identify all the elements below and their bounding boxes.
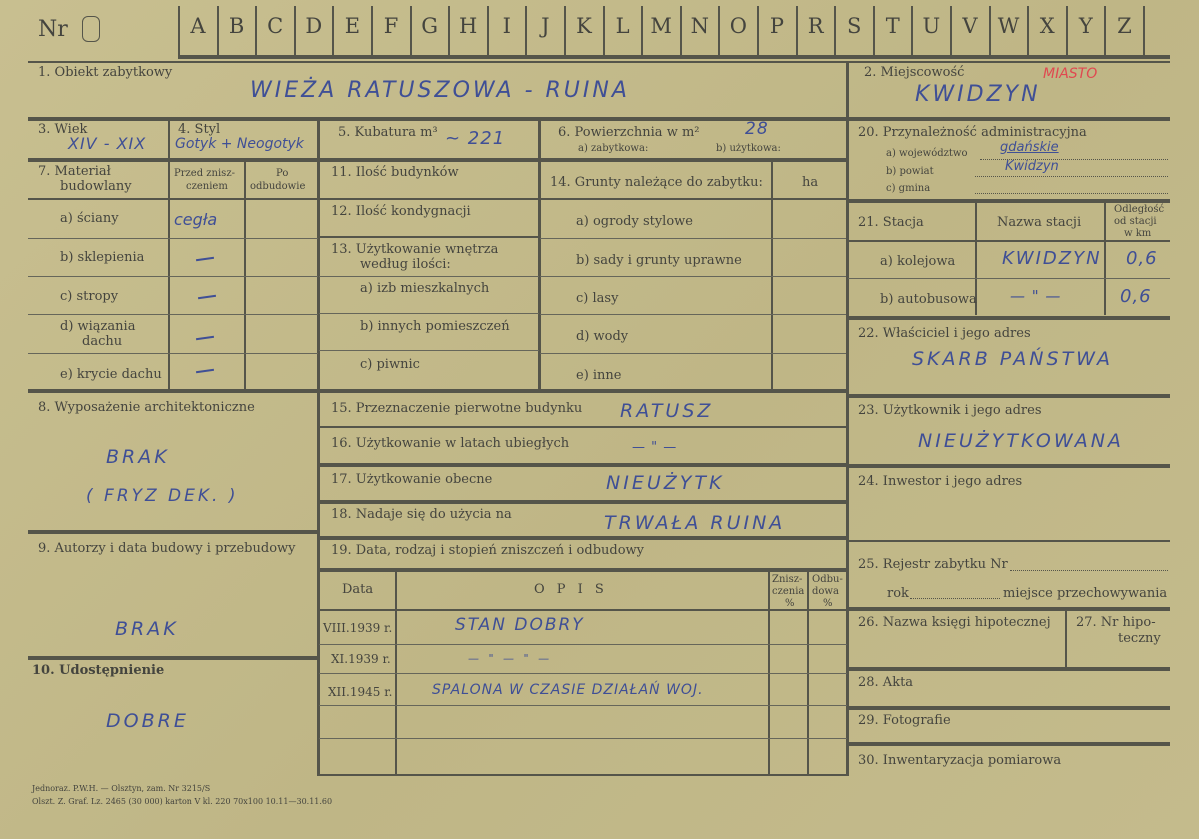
field-21-col-name: Nazwa stacji: [997, 215, 1082, 230]
field-15-label: 15. Przeznaczenie pierwotne budynku: [331, 401, 583, 416]
field-10-label: 10. Udostępnienie: [32, 663, 165, 678]
field-15-value[interactable]: RATUSZ: [620, 400, 714, 422]
field-8-value-1[interactable]: BRAK: [106, 446, 170, 468]
field-21-col-dist-3: w km: [1124, 228, 1152, 239]
field-19-col-date: Data: [342, 582, 374, 597]
field-7-d-label-2: dachu: [82, 334, 123, 349]
field-19-col-z-3: %: [785, 598, 795, 609]
field-9-label: 9. Autorzy i data budowy i przebudowy: [38, 541, 296, 556]
field-7-label-1: 7. Materiał: [38, 164, 111, 179]
field-1-label: 1. Obiekt zabytkowy: [38, 65, 173, 80]
index-letter-f[interactable]: F: [383, 14, 399, 38]
field-19-col-desc: O P I S: [534, 582, 608, 597]
field-21-a-name[interactable]: KWIDZYN: [1002, 248, 1102, 269]
field-3-label: 3. Wiek: [38, 122, 88, 137]
field-7-a-label: a) ściany: [60, 211, 119, 226]
field-21-b-dist[interactable]: 0,6: [1120, 286, 1152, 307]
field-21-b-label: b) autobusowa: [880, 292, 977, 307]
field-25-label: 25. Rejestr zabytku Nr: [858, 557, 1008, 572]
field-25-rok: rok: [887, 586, 909, 601]
field-20-b-label: b) powiat: [886, 166, 934, 177]
field-19-row-3-desc[interactable]: SPALONA W CZASIE DZIAŁAŃ WOJ.: [432, 682, 704, 698]
index-letter-l[interactable]: L: [615, 14, 630, 38]
field-20-label: 20. Przynależność administracyjna: [858, 125, 1087, 140]
field-21-a-label: a) kolejowa: [880, 254, 956, 269]
field-8-label: 8. Wyposażenie architektoniczne: [38, 400, 255, 415]
field-7-col-after-2: odbudowie: [250, 181, 306, 192]
field-14-c-label: c) lasy: [576, 291, 619, 306]
field-19-label: 19. Data, rodzaj i stopień zniszczeń i odbudowy: [331, 543, 645, 558]
field-14-e-label: e) inne: [576, 368, 622, 383]
field-9-value[interactable]: BRAK: [115, 618, 179, 640]
field-19-col-z-2: czenia: [772, 586, 805, 597]
index-letter-o[interactable]: O: [729, 14, 747, 38]
field-22-label: 22. Właściciel i jego adres: [858, 326, 1031, 341]
field-5-value[interactable]: ~ 221: [445, 128, 506, 149]
field-7-col-before-1: Przed znisz-: [174, 168, 235, 179]
field-18-value[interactable]: TRWAŁA RUINA: [604, 512, 786, 534]
field-23-value[interactable]: NIEUŻYTKOWANA: [918, 430, 1124, 452]
field-13-c-label: c) piwnic: [360, 357, 420, 372]
nr-box: [82, 16, 100, 42]
field-14-unit: ha: [802, 175, 819, 190]
field-7-e-label: e) krycie dachu: [60, 367, 162, 382]
field-27-label-1: 27. Nr hipo-: [1076, 615, 1156, 630]
field-14-a-label: a) ogrody stylowe: [576, 214, 693, 229]
field-2-value[interactable]: KWIDZYN: [915, 82, 1041, 107]
index-letter-w[interactable]: W: [997, 14, 1020, 38]
field-14-b-label: b) sady i grunty uprawne: [576, 253, 742, 268]
field-19-row-1-date: VIII.1939 r.: [323, 621, 393, 635]
field-19-row-2-date: XI.1939 r.: [331, 652, 391, 666]
field-24-label: 24. Inwestor i jego adres: [858, 474, 1023, 489]
field-23-label: 23. Użytkownik i jego adres: [858, 403, 1042, 418]
field-10-value[interactable]: DOBRE: [106, 710, 189, 732]
footer-print-line-1: Jednoraz. P.W.H. — Olsztyn, zam. Nr 3215/S: [32, 784, 211, 793]
field-19-col-z-1: Znisz-: [772, 574, 803, 585]
field-7-d-label-1: d) wiązania: [60, 319, 136, 334]
field-4-label: 4. Styl: [178, 122, 221, 137]
index-letter-z[interactable]: Z: [1117, 14, 1132, 38]
index-letter-r[interactable]: R: [807, 14, 824, 38]
field-13-a-label: a) izb mieszkalnych: [360, 281, 490, 296]
field-21-b-name[interactable]: — " —: [1010, 287, 1062, 305]
field-5-label: 5. Kubatura m³: [338, 125, 438, 140]
field-19-row-1-desc[interactable]: STAN DOBRY: [455, 615, 585, 635]
index-letter-h[interactable]: H: [459, 14, 478, 38]
index-letter-k[interactable]: K: [576, 14, 592, 38]
index-letter-p[interactable]: P: [769, 14, 785, 38]
field-4-value[interactable]: Gotyk + Neogotyk: [175, 136, 304, 152]
field-19-row-3-date: XII.1945 r.: [328, 685, 393, 699]
index-letter-v[interactable]: V: [962, 14, 978, 38]
field-19-row-2-desc[interactable]: — " — " —: [468, 652, 553, 665]
field-13-b-label: b) innych pomieszczeń: [360, 319, 510, 334]
field-20-c-label: c) gmina: [886, 183, 931, 194]
field-20-a-value[interactable]: gdańskie: [1000, 140, 1059, 155]
field-11-label: 11. Ilość budynków: [331, 165, 459, 180]
field-7-a-value[interactable]: cegła: [174, 210, 218, 229]
index-letter-x[interactable]: X: [1039, 14, 1055, 38]
index-letter-m[interactable]: M: [650, 14, 672, 38]
index-letter-b[interactable]: B: [228, 14, 245, 38]
field-8-value-2[interactable]: ( FRYZ DEK. ): [86, 486, 239, 506]
field-30-label: 30. Inwentaryzacja pomiarowa: [858, 753, 1062, 768]
field-27-label-2: teczny: [1118, 631, 1161, 646]
field-6-label: 6. Powierzchnia w m²: [558, 125, 700, 140]
field-18-label: 18. Nadaje się do użycia na: [331, 507, 512, 522]
index-letter-a[interactable]: A: [190, 14, 206, 38]
field-17-value[interactable]: NIEUŻYTK: [606, 472, 725, 494]
field-13-label-2: według ilości:: [360, 257, 451, 272]
field-12-label: 12. Ilość kondygnacji: [331, 204, 471, 219]
field-7-b-label: b) sklepienia: [60, 250, 145, 265]
index-letter-n[interactable]: N: [690, 14, 709, 38]
field-17-label: 17. Użytkowanie obecne: [331, 472, 493, 487]
field-7-col-after-1: Po: [276, 168, 289, 179]
field-14-d-label: d) wody: [576, 329, 629, 344]
field-7-e-dash: [196, 369, 214, 373]
index-letter-e[interactable]: E: [344, 14, 361, 38]
index-letter-j[interactable]: J: [541, 14, 550, 38]
field-29-label: 29. Fotografie: [858, 713, 951, 728]
field-21-a-dist[interactable]: 0,6: [1126, 248, 1158, 269]
index-letter-u[interactable]: U: [922, 14, 941, 38]
index-letter-c[interactable]: C: [267, 14, 284, 38]
field-7-label-2: budowlany: [60, 179, 132, 194]
field-20-a-label: a) województwo: [886, 148, 968, 159]
field-7-b-dash: [196, 257, 214, 261]
field-2-note: MIASTO: [1043, 66, 1098, 82]
index-letter-t[interactable]: T: [885, 14, 900, 38]
nr-label: Nr: [38, 17, 68, 42]
field-13-label-1: 13. Użytkowanie wnętrza: [331, 242, 499, 257]
index-letter-d[interactable]: D: [305, 14, 323, 38]
index-letter-y[interactable]: Y: [1078, 14, 1093, 38]
index-letter-s[interactable]: S: [846, 14, 862, 38]
field-3-value[interactable]: XIV - XIX: [68, 134, 147, 153]
field-7-d-dash: [196, 336, 214, 340]
field-16-label: 16. Użytkowanie w latach ubiegłych: [331, 436, 570, 451]
field-19-col-o-2: dowa: [812, 586, 839, 597]
field-25-place: miejsce przechowywania: [1003, 586, 1168, 601]
field-19-col-o-3: %: [823, 598, 833, 609]
field-20-b-value[interactable]: Kwidzyn: [1005, 159, 1059, 174]
field-7-col-before-2: czeniem: [186, 181, 228, 192]
field-7-c-dash: [198, 295, 216, 299]
field-1-value[interactable]: WIEŻA RATUSZOWA - RUINA: [250, 78, 630, 103]
field-14-label: 14. Grunty należące do zabytku:: [550, 175, 763, 190]
field-21-col-dist-2: od stacji: [1114, 216, 1157, 227]
field-19-col-o-1: Odbu-: [812, 574, 843, 585]
field-21-col-dist-1: Odległość: [1114, 204, 1165, 215]
field-6-sub-a: a) zabytkowa:: [578, 143, 649, 154]
field-21-label: 21. Stacja: [858, 215, 924, 230]
field-28-label: 28. Akta: [858, 675, 914, 690]
index-letter-i[interactable]: I: [502, 14, 511, 38]
field-26-label: 26. Nazwa księgi hipotecznej: [858, 615, 1051, 630]
footer-print-line-2: Olszt. Z. Graf. Lz. 2465 (30 000) karton V kl. 220 70x100 10.11—30.11.60: [32, 797, 333, 806]
field-22-value[interactable]: SKARB PAŃSTWA: [912, 348, 1114, 370]
field-6-sub-b: b) użytkowa:: [716, 143, 781, 154]
field-6-value[interactable]: 28: [745, 119, 769, 139]
field-7-c-label: c) stropy: [60, 289, 119, 304]
field-2-label: 2. Miejscowość: [864, 65, 965, 80]
field-16-value[interactable]: — " —: [632, 440, 678, 455]
index-letter-g[interactable]: G: [421, 14, 438, 38]
